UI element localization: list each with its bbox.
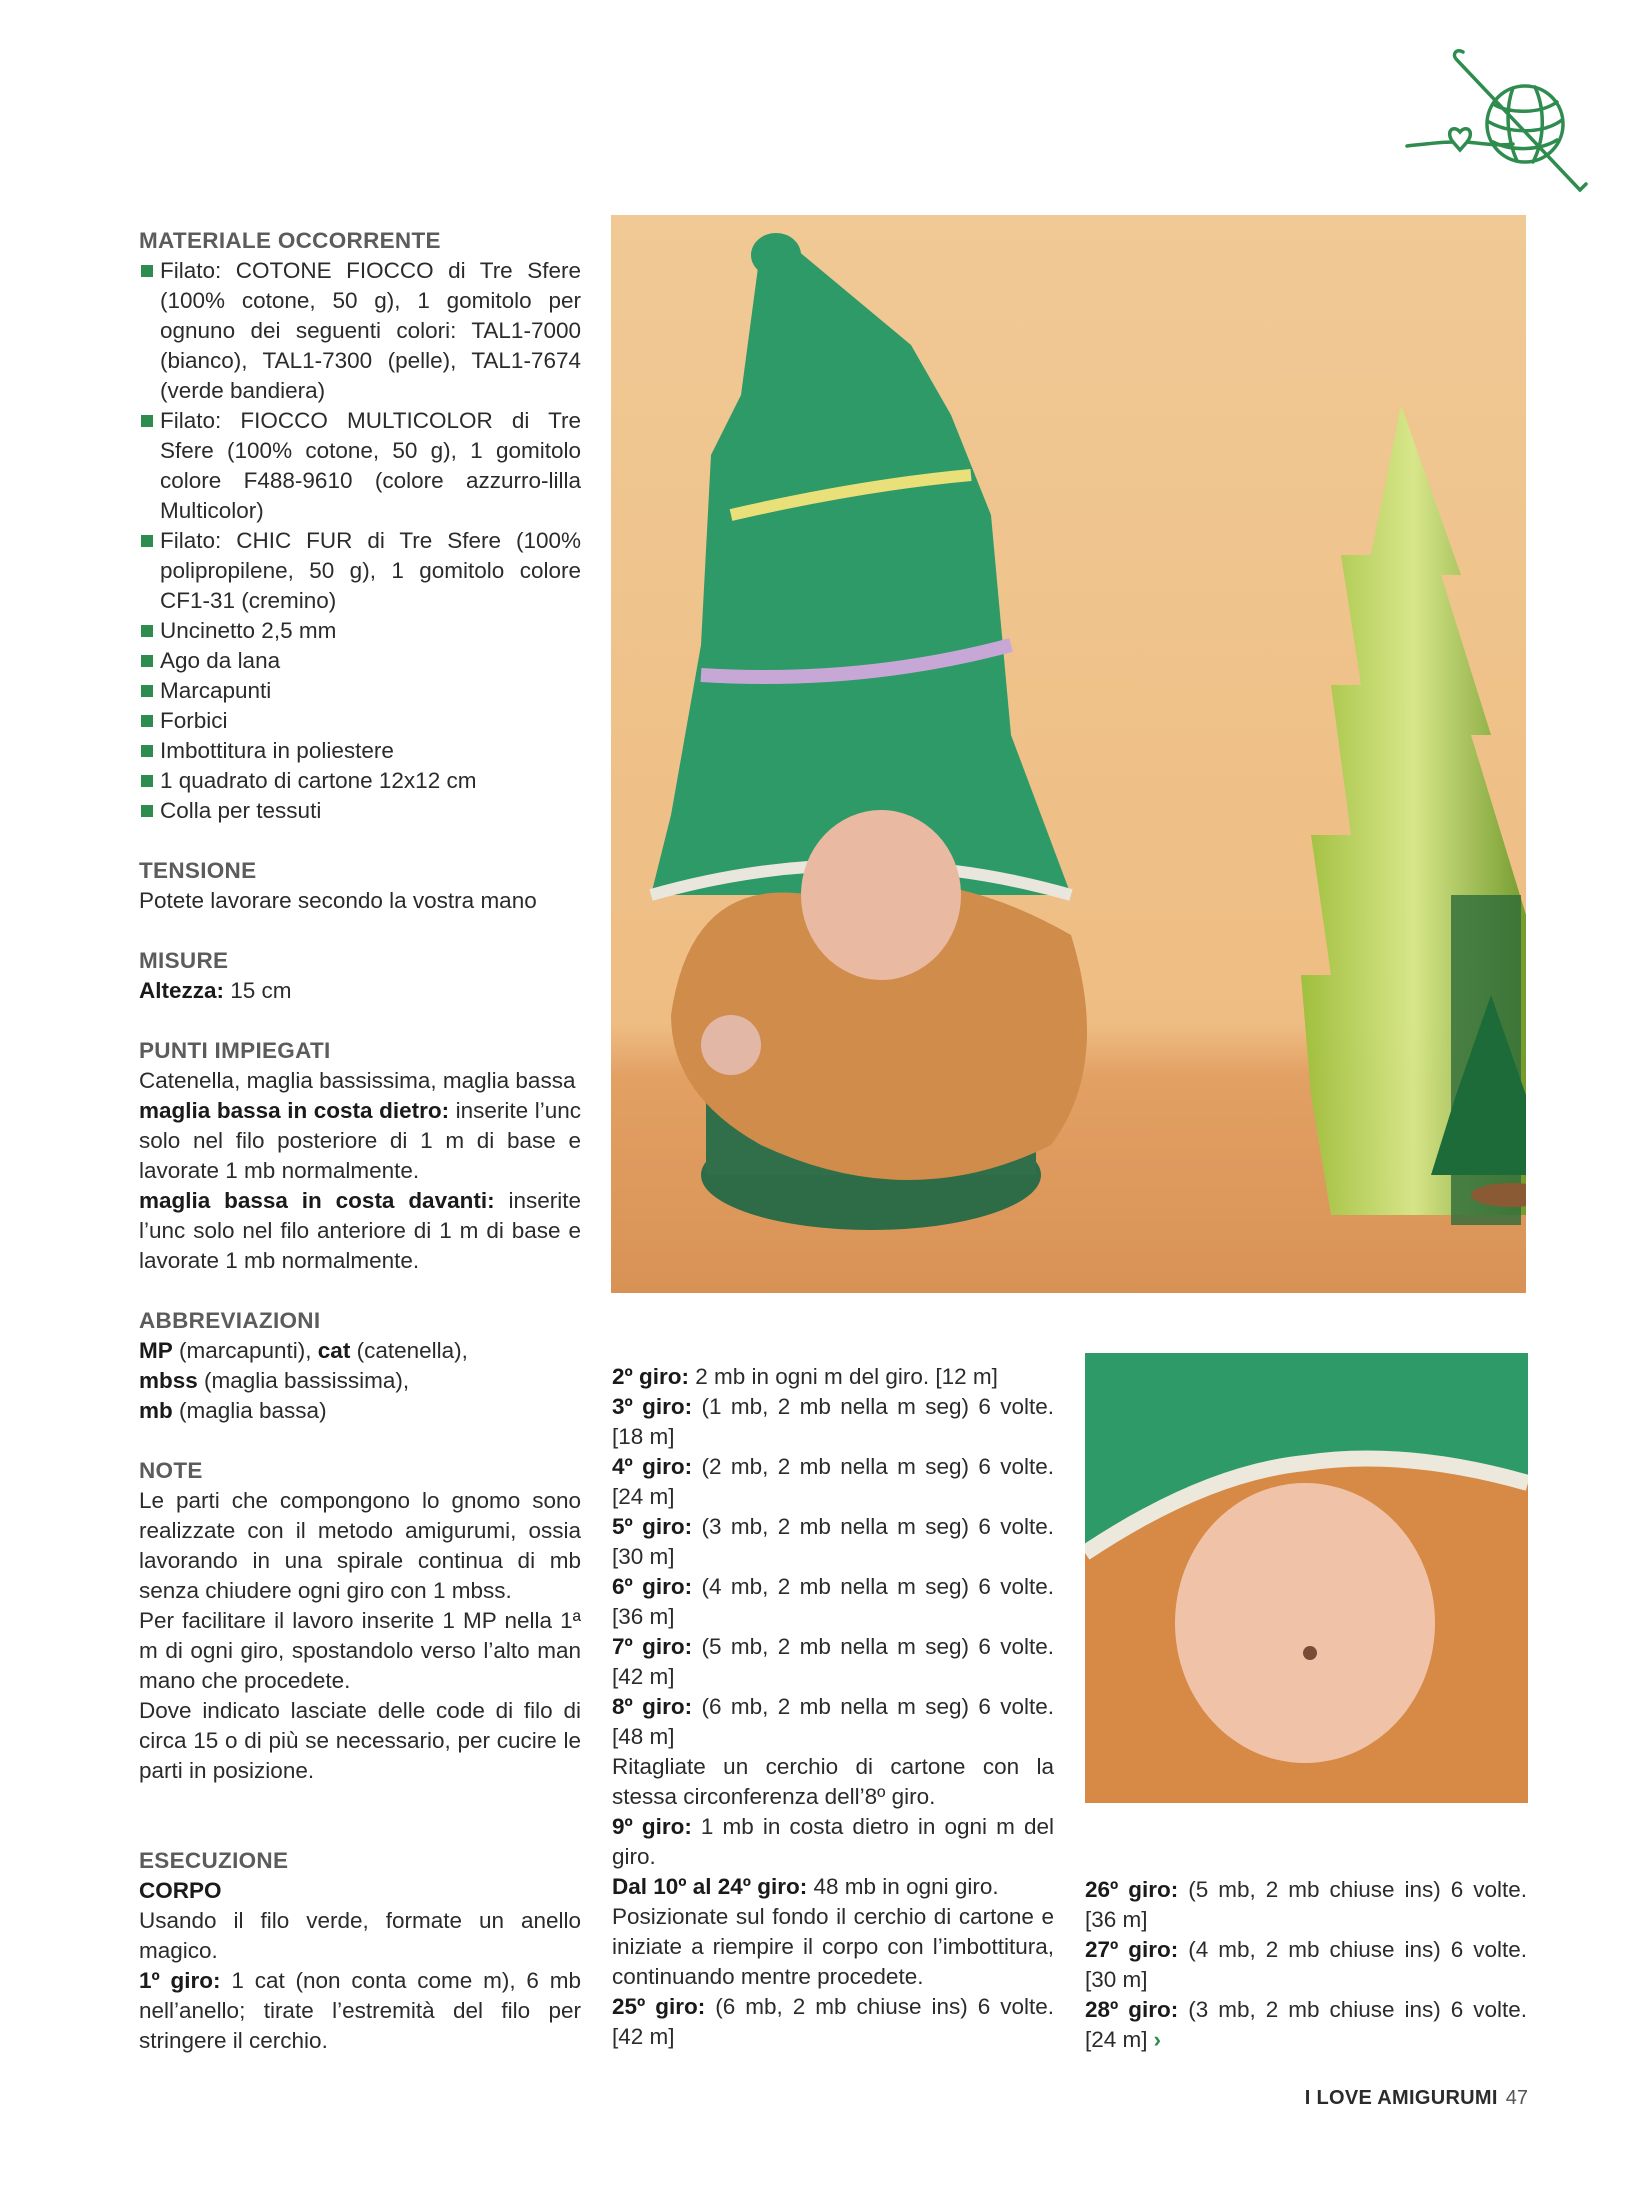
round-25: 25º giro: (6 mb, 2 mb chiuse ins) 6 volte. [42 m] xyxy=(612,1994,1055,2049)
instruction-text: Posizionate sul fondo il cerchio di cartone e iniziate a riempire il corpo con l’imbottitura, continuando mentre procedete. xyxy=(612,1904,1054,1989)
stitches-intro: Catenella, maglia bassissima, maglia bassa xyxy=(139,1068,576,1093)
round-8: 8º giro: (6 mb, 2 mb nella m seg) 6 volte. [48 m] xyxy=(612,1694,1054,1749)
list-item: 1 quadrato di cartone 12x12 cm xyxy=(139,766,581,796)
list-item: Ago da lana xyxy=(139,646,581,676)
bullet-square-icon xyxy=(141,685,153,697)
column-1 xyxy=(139,226,581,2056)
gnome-nose-closeup-photo xyxy=(1085,1353,1528,1803)
list-item: Filato: CHIC FUR di Tre Sfere (100% polipropilene, 50 g), 1 gomitolo colore CF1-31 (cremino) xyxy=(139,526,581,616)
bullet-square-icon xyxy=(141,535,153,547)
instruction-text: Ritagliate un cerchio di cartone con la stessa circonferenza dell’8º giro. xyxy=(612,1754,1054,1809)
bullet-square-icon xyxy=(141,775,153,787)
bullet-square-icon xyxy=(141,265,153,277)
abbreviations-line-3: mb (maglia bassa) xyxy=(139,1398,327,1423)
round-4: 4º giro: (2 mb, 2 mb nella m seg) 6 volte. [24 m] xyxy=(612,1454,1054,1509)
body-subheading: CORPO xyxy=(139,1878,222,1903)
abbreviations-line-2: mbss (maglia bassissima), xyxy=(139,1368,410,1393)
stitch-back-loop: maglia bassa in costa dietro: inserite l’unc solo nel filo posteriore di 1 m di base e lavorate 1 mb normalmente. xyxy=(139,1098,581,1183)
round-6: 6º giro: (4 mb, 2 mb nella m seg) 6 volte. [36 m] xyxy=(612,1574,1054,1629)
chevron-right-icon: › xyxy=(1153,2027,1162,2052)
column-2 xyxy=(612,1362,1054,2052)
round-28: 28º giro: (3 mb, 2 mb chiuse ins) 6 volte. [24 m] › xyxy=(1085,1997,1528,2052)
bullet-square-icon xyxy=(141,805,153,817)
measures-heading: MISURE xyxy=(139,948,229,973)
bullet-square-icon xyxy=(141,415,153,427)
abbreviations-heading: ABBREVIAZIONI xyxy=(139,1308,321,1333)
bullet-square-icon xyxy=(141,655,153,667)
abbreviations-line-1: MP (marcapunti), cat (catenella), xyxy=(139,1338,468,1363)
materials-heading: MATERIALE OCCORRENTE xyxy=(139,228,441,253)
column-3 xyxy=(1085,1875,1527,2055)
execution-heading: ESECUZIONE xyxy=(139,1848,289,1873)
notes-paragraph: Dove indicato lasciate delle code di filo di circa 15 o di più se necessario, per cucire le parti in posizione. xyxy=(139,1698,581,1783)
stitch-front-loop: maglia bassa in costa davanti: inserite l’unc solo nel filo anteriore di 1 m di base e lavorate 1 mb normalmente. xyxy=(139,1188,581,1273)
round-5: 5º giro: (3 mb, 2 mb nella m seg) 6 volte. [30 m] xyxy=(612,1514,1054,1569)
tension-heading: TENSIONE xyxy=(139,858,257,883)
tension-text: Potete lavorare secondo la vostra mano xyxy=(139,888,537,913)
list-item: Marcapunti xyxy=(139,676,581,706)
round-27: 27º giro: (4 mb, 2 mb chiuse ins) 6 volte. [30 m] xyxy=(1085,1937,1528,1992)
stitches-heading: PUNTI IMPIEGATI xyxy=(139,1038,331,1063)
round-7: 7º giro: (5 mb, 2 mb nella m seg) 6 volte. [42 m] xyxy=(612,1634,1054,1689)
bullet-square-icon xyxy=(141,715,153,727)
list-item: Forbici xyxy=(139,706,581,736)
bullet-square-icon xyxy=(141,625,153,637)
rounds-10-24: Dal 10º al 24º giro: 48 mb in ogni giro. xyxy=(612,1874,999,1899)
list-item: Filato: FIOCCO MULTICOLOR di Tre Sfere (100% cotone, 50 g), 1 gomitolo colore F488-9610 (colore azzurro-lilla Multicolor) xyxy=(139,406,581,526)
notes-paragraph: Per facilitare il lavoro inserite 1 MP nella 1ª m di ogni giro, spostandolo verso l’alto man mano che procedete. xyxy=(139,1608,581,1693)
round-3: 3º giro: (1 mb, 2 mb nella m seg) 6 volte. [18 m] xyxy=(612,1394,1054,1449)
notes-heading: NOTE xyxy=(139,1458,203,1483)
yarn-ball-logo-icon xyxy=(1405,44,1590,192)
list-item: Filato: COTONE FIOCCO di Tre Sfere (100% cotone, 50 g), 1 gomitolo per ognuno dei seguenti colori: TAL1-7000 (bianco), TAL1-7300 (pelle), TAL1-7674 (verde bandiera) xyxy=(139,256,581,406)
round-2: 2º giro: 2 mb in ogni m del giro. [12 m] xyxy=(612,1364,998,1389)
measures-height: Altezza: 15 cm xyxy=(139,978,292,1003)
list-item: Imbottitura in poliestere xyxy=(139,736,581,766)
page-number: 47 xyxy=(1505,2087,1528,2109)
list-item: Uncinetto 2,5 mm xyxy=(139,616,581,646)
round-1: 1º giro: 1 cat (non conta come m), 6 mb nell’anello; tirate l’estremità del filo per stringere il cerchio. xyxy=(139,1968,581,2053)
execution-intro: Usando il filo verde, formate un anello magico. xyxy=(139,1908,581,1963)
notes-paragraph: Le parti che compongono lo gnomo sono realizzate con il metodo amigurumi, ossia lavorando in una spirale continua di mb senza chiudere ogni giro con 1 mbss. xyxy=(139,1488,581,1603)
round-9: 9º giro: 1 mb in costa dietro in ogni m del giro. xyxy=(612,1814,1054,1869)
bullet-square-icon xyxy=(141,745,153,757)
page-footer xyxy=(1305,2087,1528,2110)
round-26: 26º giro: (5 mb, 2 mb chiuse ins) 6 volte. [36 m] xyxy=(1085,1877,1528,1932)
magazine-title: I LOVE AMIGURUMI xyxy=(1304,2087,1498,2109)
gnome-photo xyxy=(611,215,1526,1293)
list-item: Colla per tessuti xyxy=(139,796,581,826)
